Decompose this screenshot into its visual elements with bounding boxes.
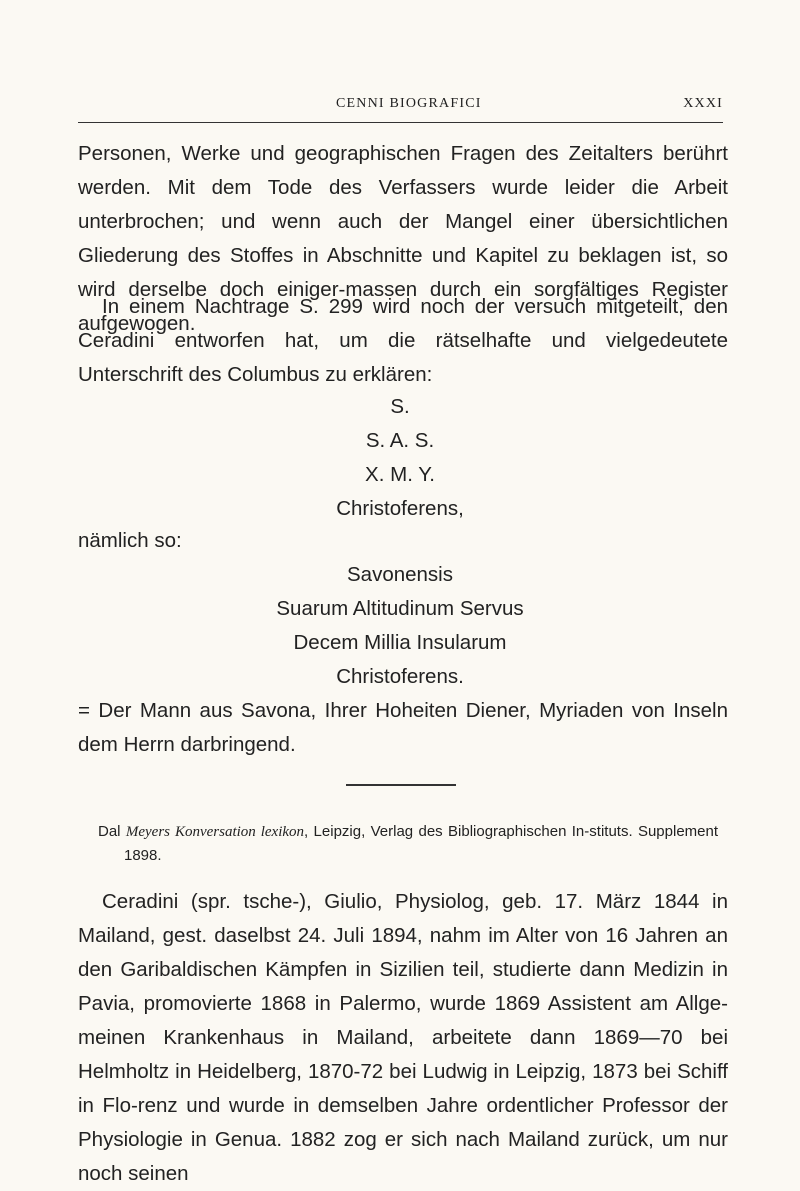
page-number: XXXI (683, 96, 723, 111)
expansion-line-1: Savonensis (347, 563, 453, 586)
section-divider (346, 784, 456, 786)
signature-line-4: Christoferens, (336, 497, 464, 520)
expansion-line-4: Christoferens. (336, 665, 464, 688)
expansion-line-3: Decem Millia Insularum (293, 631, 507, 654)
expansion-line-2: Suarum Altitudinum Servus (276, 597, 524, 620)
signature-line-2: S. A. S. (365, 429, 435, 452)
source-citation (98, 820, 718, 868)
translation-line-1: = Der Mann aus Savona, Ihrer Hoheiten Diener, Myriaden von Inseln (78, 699, 728, 722)
header-title: CENNI BIOGRAFICI (336, 96, 482, 111)
namely-label: nämlich so: (78, 529, 182, 552)
paragraph-nachtrag: In einem Nachtrage S. 299 wird noch der versuch mitgeteilt, den Ceradini entworfen hat, um die rätselhafte und vielgedeutete Unterschrift des Columbus zu erklären: (78, 295, 728, 386)
source-publication: Meyers Konversation lexikon (125, 824, 305, 840)
running-header (78, 90, 723, 123)
signature-line-1: S. (390, 395, 410, 418)
paragraph-biography: Ceradini (spr. tsche-), Giulio, Physiolog, geb. 17. März 1844 in Mailand, gest. daselbst 24. Juli 1894, nahm im Alter von 16 Jahren an den Garibaldischen Kämpfen in Sizilien teil, studierte dann Medizin in Pavia, promovierte 1868 in Palermo, wurde 1869 Assistent am Allge-meinen Krankenhaus in Mailand, arbeitete dann 1869—70 bei Helmholtz in Heidelberg, 1870-72 bei Ludwig in Leipzig, 1873 bei Schiff in Flo-renz und wurde in demselben Jahre ordentlicher Professor der Physiologie in Genua. 1882 zog er sich nach Mailand zurück, um nur noch seinen (78, 890, 728, 1185)
source-rest: , Leipzig, Verlag des Bibliographischen In-stituts. Supplement 1898. (124, 823, 719, 864)
translation-line-2: dem Herrn darbringend. (78, 733, 296, 756)
source-prefix: Dal (98, 823, 121, 840)
paragraph-intro: Personen, Werke und geographischen Fragen des Zeitalters berührt werden. Mit dem Tode des Verfassers wurde leider die Arbeit unterbrochen; und wenn auch der Mangel einer übersichtlichen Gliederung des Stoffes in Abschnitte und Kapitel zu beklagen ist, so wird derselbe doch einiger-massen durch ein sorgfältiges Register aufgewogen. (78, 142, 728, 335)
signature-line-3: X. M. Y. (365, 463, 435, 486)
